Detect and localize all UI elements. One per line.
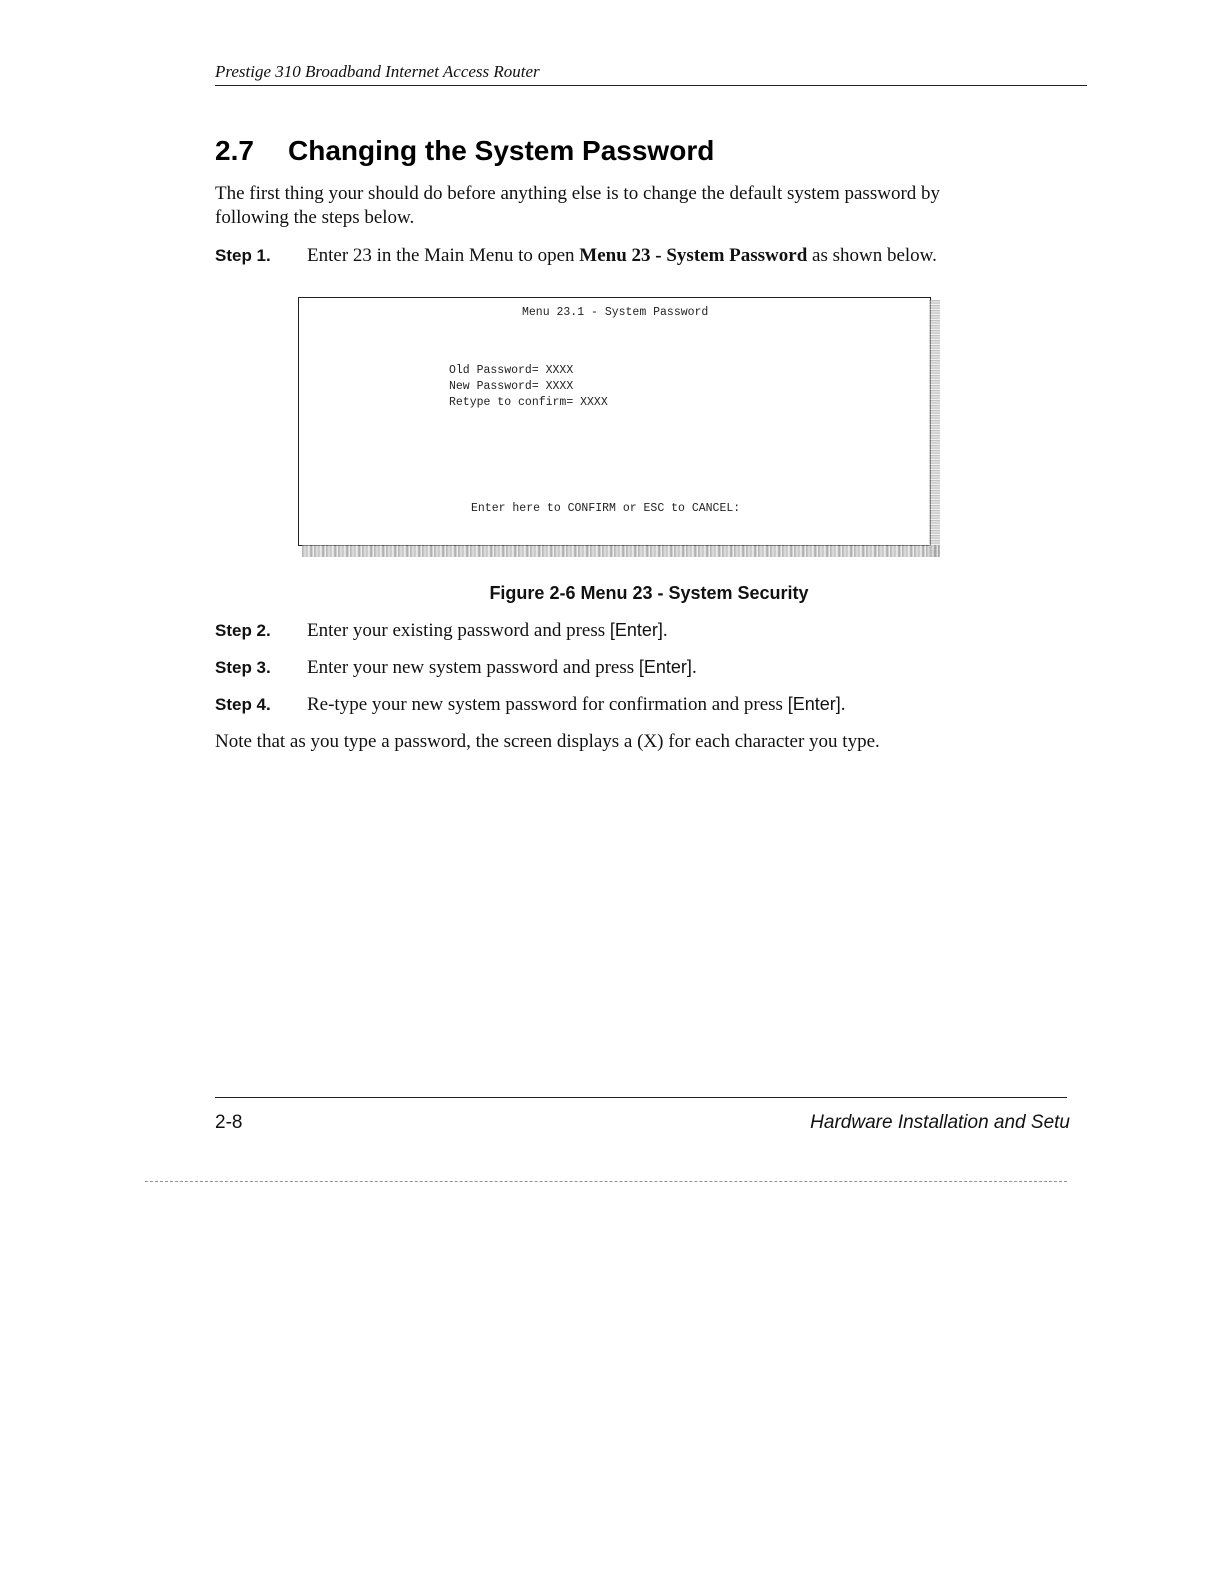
step-1-text-after: as shown below. <box>807 245 937 266</box>
step-2-enter-key: [Enter] <box>609 620 663 640</box>
footer-chapter-title: Hardware Installation and Setu <box>810 1112 1070 1133</box>
step-4-end: . <box>840 694 846 715</box>
terminal-old-password: Old Password= XXXX <box>449 364 574 377</box>
scan-edge-rule <box>145 1181 1067 1182</box>
step-2 <box>215 618 1085 643</box>
step-1-label: Step 1. <box>215 246 271 265</box>
step-2-text: Enter your existing password and press <box>307 620 610 641</box>
intro-line-2: following the steps below. <box>215 207 415 228</box>
terminal-shadow-bottom <box>302 545 940 557</box>
step-1-menu-name: Menu 23 - System Password <box>579 245 808 266</box>
step-3 <box>215 655 1085 680</box>
step-1 <box>215 244 1085 268</box>
step-4-label: Step 4. <box>215 695 271 714</box>
step-3-text: Enter your new system password and press <box>307 657 639 678</box>
figure-caption: Figure 2-6 Menu 23 - System Security <box>489 583 809 603</box>
step-4-enter-key: [Enter] <box>787 694 841 714</box>
step-2-label: Step 2. <box>215 621 271 640</box>
section-number: 2.7 <box>215 135 254 166</box>
step-2-end: . <box>662 620 668 641</box>
page-number: 2-8 <box>215 1112 243 1133</box>
step-3-enter-key: [Enter] <box>638 657 692 677</box>
terminal-title: Menu 23.1 - System Password <box>522 306 709 319</box>
footer-rule <box>215 1097 1067 1098</box>
step-1-text-before: Enter 23 in the Main Menu to open <box>307 245 580 266</box>
terminal-new-password: New Password= XXXX <box>449 380 574 393</box>
step-3-label: Step 3. <box>215 658 271 677</box>
terminal-shadow-right <box>929 300 940 557</box>
note-paragraph: Note that as you type a password, the screen displays a (X) for each character you type. <box>215 731 880 752</box>
section-title: Changing the System Password <box>288 135 715 166</box>
step-3-end: . <box>691 657 697 678</box>
intro-paragraph <box>215 182 1085 230</box>
terminal-retype-password: Retype to confirm= XXXX <box>449 396 608 409</box>
running-header: Prestige 310 Broadband Internet Access Router <box>215 62 540 81</box>
step-4 <box>215 692 1085 717</box>
terminal-screenshot <box>298 297 931 546</box>
section-heading <box>215 135 714 167</box>
terminal-prompt: Enter here to CONFIRM or ESC to CANCEL: <box>471 502 741 515</box>
intro-line-1: The first thing your should do before anything else is to change the default system password by <box>215 183 941 204</box>
header-rule <box>215 85 1087 86</box>
step-4-text: Re-type your new system password for confirmation and press <box>307 694 788 715</box>
